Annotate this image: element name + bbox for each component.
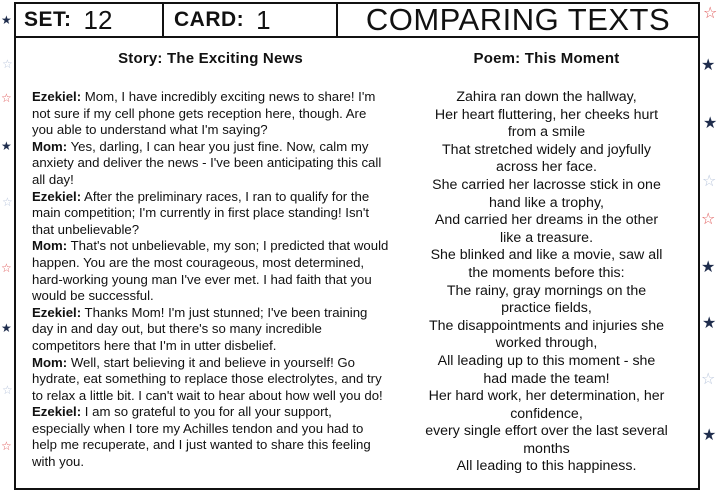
speaker-name: Ezekiel: bbox=[32, 188, 82, 204]
dialogue-paragraph bbox=[32, 305, 389, 355]
story-column bbox=[16, 38, 399, 488]
star-icon: ☆ bbox=[2, 383, 13, 397]
poem-line: She carried her lacrosse stick in one bbox=[432, 176, 661, 193]
star-icon: ★ bbox=[1, 13, 12, 27]
dialogue-text: Yes, darling, I can hear you just fine. Now, calm my anxiety and deliver the news - I've been anticipating this call all day! bbox=[32, 138, 382, 187]
poem-line: had made the team! bbox=[483, 370, 610, 387]
right-star-border bbox=[697, 0, 719, 488]
dialogue-text: After the preliminary races, I ran to qualify for the main competition; I'm currently in first place standing! Isn't that unbelievable? bbox=[32, 188, 370, 237]
star-icon: ☆ bbox=[702, 173, 717, 190]
poem-line: Her hard work, her determination, her bbox=[428, 388, 665, 405]
page-title: COMPARING TEXTS bbox=[365, 2, 671, 37]
poem-line: That stretched widely and joyfully bbox=[442, 141, 651, 158]
star-icon: ★ bbox=[703, 115, 718, 132]
content-panel bbox=[14, 38, 700, 490]
dialogue-text: Thanks Mom! I'm just stunned; I've been training day in and day out, but there's so many incredible competitors here that I'm in utter disbelief. bbox=[32, 304, 368, 353]
poem-line: She blinked and like a movie, saw all bbox=[430, 247, 663, 264]
poem-line: Zahira ran down the hallway, bbox=[456, 89, 637, 105]
speaker-name: Ezekiel: bbox=[32, 304, 82, 320]
poem-line: The rainy, gray mornings on the bbox=[446, 282, 647, 299]
star-icon: ☆ bbox=[701, 371, 716, 388]
dialogue-paragraph bbox=[32, 89, 389, 139]
poem-column bbox=[399, 38, 698, 488]
star-icon: ☆ bbox=[2, 57, 13, 71]
dialogue-text: I am so grateful to you for all your support, especially when I tore my Achilles tendon and you had to help me recuperate, and I just wanted to share this feeling with you. bbox=[32, 404, 371, 470]
poem-line: All leading up to this moment - she bbox=[437, 352, 656, 369]
star-icon: ★ bbox=[701, 57, 716, 74]
set-cell bbox=[16, 4, 164, 36]
star-icon: ☆ bbox=[1, 439, 12, 453]
speaker-name: Mom: bbox=[32, 354, 68, 370]
star-icon: ☆ bbox=[2, 195, 13, 209]
poem-line: months bbox=[523, 440, 570, 457]
poem-line: hand like a trophy, bbox=[489, 194, 604, 211]
dialogue-paragraph bbox=[32, 404, 389, 470]
left-star-border bbox=[0, 0, 14, 488]
star-icon: ☆ bbox=[701, 211, 716, 228]
set-value: 12 bbox=[83, 4, 113, 35]
dialogue-paragraph bbox=[32, 238, 389, 304]
poem-line: Her heart fluttering, her cheeks hurt bbox=[434, 106, 659, 123]
story-title: Story: The Exciting News bbox=[118, 50, 303, 67]
poem-line: The disappointments and injuries she bbox=[428, 317, 665, 334]
speaker-name: Ezekiel: bbox=[32, 89, 82, 104]
story-body bbox=[32, 89, 389, 471]
star-icon: ☆ bbox=[1, 91, 12, 105]
star-icon: ★ bbox=[1, 321, 12, 335]
poem-line: confidence, bbox=[510, 405, 583, 422]
poem-line: worked through, bbox=[495, 335, 598, 352]
poem-line: All leading to this happiness. bbox=[456, 458, 637, 475]
star-icon: ★ bbox=[702, 315, 717, 332]
dialogue-paragraph bbox=[32, 355, 389, 405]
speaker-name: Ezekiel: bbox=[32, 404, 82, 420]
star-icon: ★ bbox=[701, 259, 716, 276]
star-icon: ★ bbox=[1, 139, 12, 153]
star-icon: ☆ bbox=[703, 5, 718, 22]
star-icon: ☆ bbox=[1, 261, 12, 275]
card-cell bbox=[164, 4, 338, 36]
poem-line: the moments before this: bbox=[468, 264, 625, 281]
dialogue-text: Well, start believing it and believe in yourself! Go hydrate, eat something to replace those electrolytes, and try to relax a little bit. I can't wait to hear about how well you do! bbox=[32, 354, 383, 403]
poem-line: And carried her dreams in the other bbox=[434, 212, 659, 229]
poem-title: Poem: This Moment bbox=[473, 50, 620, 67]
card-label: CARD: bbox=[174, 8, 245, 31]
dialogue-paragraph bbox=[32, 189, 389, 239]
poem-line: practice fields, bbox=[501, 300, 592, 317]
card-header bbox=[14, 2, 700, 38]
poem-line: like a treasure. bbox=[499, 229, 594, 246]
poem-line: every single effort over the last several bbox=[425, 423, 668, 440]
poem-body bbox=[405, 89, 688, 476]
card-value: 1 bbox=[256, 4, 271, 35]
title-cell bbox=[338, 4, 698, 36]
dialogue-text: Mom, I have incredibly exciting news to share! I'm not sure if my cell phone gets reception here, though. Are you able to understand what I'm saying? bbox=[32, 89, 376, 138]
star-icon: ★ bbox=[702, 427, 717, 444]
poem-line: across her face. bbox=[496, 159, 597, 176]
dialogue-paragraph bbox=[32, 139, 389, 189]
set-label: SET: bbox=[24, 8, 72, 31]
speaker-name: Mom: bbox=[32, 138, 68, 154]
poem-line: from a smile bbox=[507, 124, 586, 141]
speaker-name: Mom: bbox=[32, 238, 68, 254]
dialogue-text: That's not unbelievable, my son; I predicted that would happen. You are the most courageous, most determined, hard-working young man I've ever met. I had faith that you would be successful. bbox=[32, 238, 389, 304]
